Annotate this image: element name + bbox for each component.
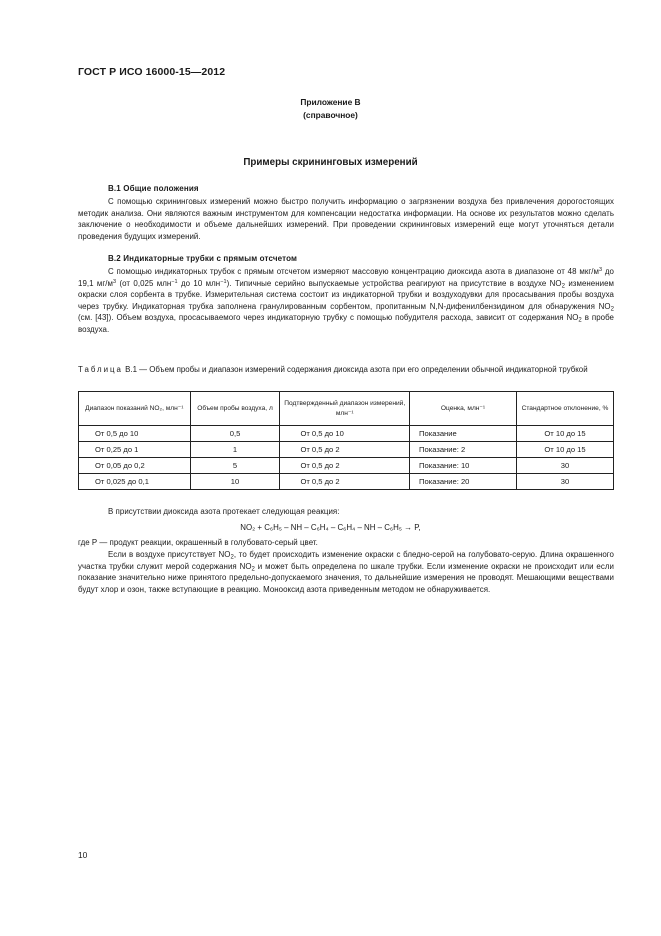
table-cell: От 10 до 15 [516, 426, 613, 442]
table-cell: От 0,5 до 2 [280, 442, 410, 458]
table-header-cell: Подтвержденный диапазон измерений, млн⁻¹ [280, 392, 410, 426]
table-cell: Показание: 2 [410, 442, 517, 458]
reaction-where: где P — продукт реакции, окрашенный в голубовато-серый цвет. [78, 538, 318, 547]
reaction-formula: NO₂ + C₆H₅ – NH – C₆H₄ – C₆H₄ – NH – C₆H₅ → P, [240, 523, 421, 532]
annex-status: (справочное) [303, 110, 358, 120]
table-cell: 30 [516, 474, 613, 490]
table-header-cell: Стандартное отклонение, % [516, 392, 613, 426]
table-row [79, 458, 614, 474]
annex-title: Приложение В [300, 97, 361, 107]
reaction-intro: В присутствии диоксида азота протекает следующая реакция: [108, 507, 340, 516]
table-cell: 0,5 [190, 426, 280, 442]
table-cell: 5 [190, 458, 280, 474]
table-cell: Показание: 10 [410, 458, 517, 474]
section-b2-heading: В.2 Индикаторные трубки с прямым отсчетом [108, 254, 298, 263]
table-header-cell: Оценка, млн⁻¹ [410, 392, 517, 426]
table-cell: Показание: 20 [410, 474, 517, 490]
final-paragraph: Если в воздухе присутствует $NO_2$, то будет происходить изменение окраски с бледно-серой на голубовато-серую. Длина окрашенного участка трубки служит мерой содержания $NO_2$ и может быть определена по шкале трубки. Если изменение окраски не происходит или если показание значительно ниже принятого предельно-допускаемого значения, то дальнейшие измерения не проводят. Мешающими веществами будут хлор и озон, также вступающие в реакцию. Монооксид азота приведенным методом не обнаруживается. [78, 550, 614, 594]
main-title: Примеры скрининговых измерений [243, 157, 418, 168]
table-row [79, 442, 614, 458]
table-cell: От 0,05 до 0,2 [79, 458, 191, 474]
table-cell: Показание [410, 426, 517, 442]
section-b2-text: С помощью индикаторных трубок с прямым отсчетом измеряют массовую концентрацию диоксида азота в диапазоне от 48 мкг/$м^3$ до 19,1 $мг/м^3$ (от 0,025 млн$^{-1}$ до 10 млн$^{-1}$). Типичные серийно выпускаемые устройства реагируют на присутствие в воздухе $NO_2$ изменением окраски слоя сорбента в трубке. Измерительная система состоит из индикаторной трубки и воздуходувки для просасывания пробы воздуха через трубку. Индикаторная трубка заполнена гранулированным сорбентом, пропитанным N,N-дифенилбензидином для обнаружения $NO_2$ (см. [43]). Объем воздуха, просасываемого через индикаторную трубку с помощью побудителя расхода, зависит от содержания $NO_2$ в пробе воздуха. [78, 267, 615, 334]
table-cell: От 0,5 до 2 [280, 474, 410, 490]
table-cell: От 0,5 до 10 [280, 426, 410, 442]
page-number: 10 [78, 850, 88, 860]
table-cell: От 0,025 до 0,1 [79, 474, 191, 490]
section-b1-heading: В.1 Общие положения [108, 184, 199, 193]
table-cell: От 0,5 до 2 [280, 458, 410, 474]
table-cell: 10 [190, 474, 280, 490]
table-header-row [79, 392, 614, 426]
table-cell: От 0,25 до 1 [79, 442, 191, 458]
document-header: ГОСТ Р ИСО 16000-15—2012 [78, 66, 226, 78]
table-cell: От 0,5 до 10 [79, 426, 191, 442]
table-row [79, 426, 614, 442]
table-header-cell: Диапазон показаний NO₂, млн⁻¹ [79, 392, 191, 426]
table-cell: 1 [190, 442, 280, 458]
table-row [79, 474, 614, 490]
table-caption: Таблица В.1 — Объем пробы и диапазон измерений содержания диоксида азота при его определении обычной индикаторной трубкой [78, 365, 588, 374]
table-cell: 30 [516, 458, 613, 474]
table-cell: От 10 до 15 [516, 442, 613, 458]
data-table [78, 391, 614, 490]
section-b1-text: С помощью скрининговых измерений можно быстро получить информацию о загрязнении воздуха без привлечения дорогостоящих методик анализа. Они являются важным инструментом для компенсации недостатка информации. На основе их результатов можно сделать заключение о необходимости и объеме дальнейших измерений. При проведении скрининговых измерений еще могут уточняться детали проведения будущих измерений. [78, 197, 614, 241]
table-header-cell: Объем пробы воздуха, л [190, 392, 280, 426]
